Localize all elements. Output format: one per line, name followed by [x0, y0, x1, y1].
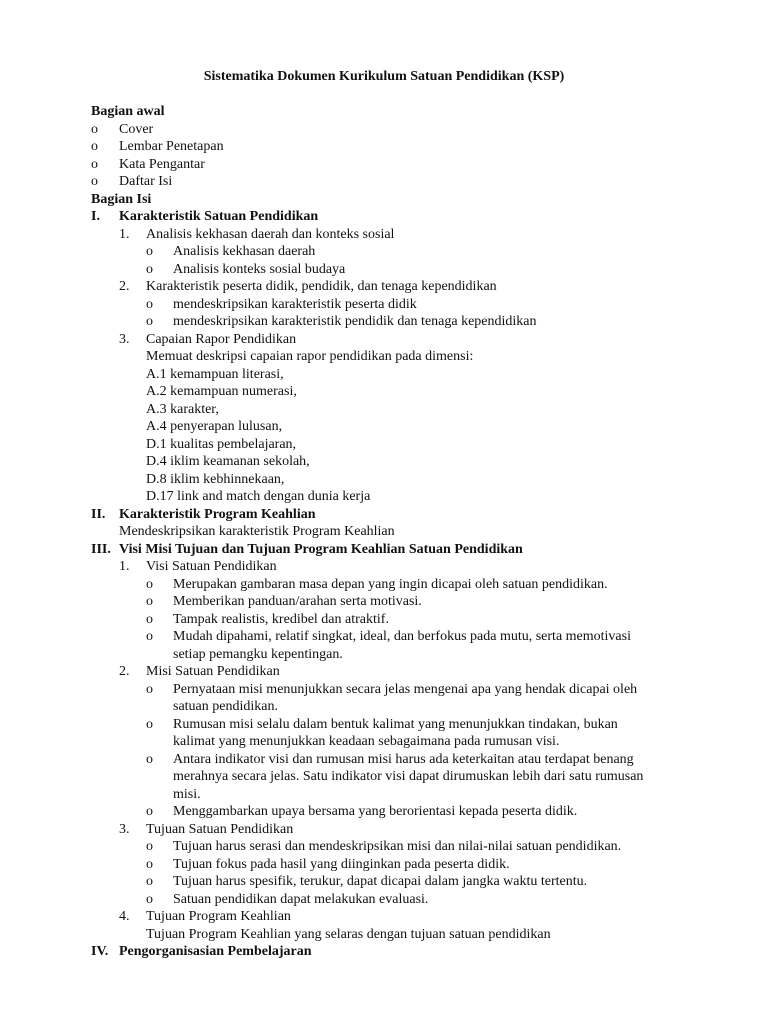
bullet-text: misi.	[173, 786, 201, 802]
bullet-marker: o	[146, 244, 153, 259]
bullet-marker: o	[146, 611, 153, 627]
heading-text: Bagian awal	[91, 104, 165, 119]
front-matter-item	[0, 156, 768, 173]
bullet-item	[0, 698, 768, 715]
section-title: Karakteristik Program Keahlian	[119, 506, 316, 522]
roman-section-heading	[0, 943, 768, 960]
subsection-title: Karakteristik peserta didik, pendidik, dan tenaga kependidikan	[146, 279, 497, 294]
bullet-item	[0, 576, 768, 593]
bullet-text: satuan pendidikan.	[173, 699, 278, 714]
bullet-marker: o	[146, 716, 153, 732]
subsection-number: 1.	[119, 559, 130, 574]
roman-numeral: II.	[91, 506, 106, 522]
subsection-heading	[0, 908, 768, 925]
subsection-title: Tujuan Program Keahlian	[146, 909, 291, 924]
subsection-text	[0, 926, 768, 943]
roman-numeral: IV.	[91, 944, 109, 959]
subsection-number: 2.	[119, 279, 130, 294]
dimension-text: A.2 kemampuan numerasi,	[146, 384, 297, 399]
dimension-line	[0, 418, 768, 435]
bullet-text: Menggambarkan upaya bersama yang berorientasi kepada peserta didik.	[173, 804, 578, 819]
dimension-text: A.1 kemampuan literasi,	[146, 366, 284, 382]
dimension-line	[0, 436, 768, 453]
bullet-item	[0, 296, 768, 313]
roman-section-heading	[0, 541, 768, 558]
subsection-number: 3.	[119, 331, 130, 347]
item-text: Daftar Isi	[119, 174, 173, 189]
bullet-item	[0, 838, 768, 855]
front-matter-item	[0, 173, 768, 190]
bullet-marker: o	[146, 891, 153, 907]
bullet-marker: o	[91, 121, 98, 137]
bullet-item	[0, 243, 768, 260]
dimension-text: D.8 iklim kebhinnekaan,	[146, 471, 285, 487]
subsection-title: Capaian Rapor Pendidikan	[146, 331, 297, 347]
subsection-title: Misi Satuan Pendidikan	[146, 664, 280, 679]
bullet-text: Tujuan fokus pada hasil yang diinginkan pada peserta didik.	[173, 856, 510, 872]
bullet-item	[0, 261, 768, 278]
bullet-text: Satuan pendidikan dapat melakukan evaluasi.	[173, 891, 429, 907]
bullet-marker: o	[146, 296, 153, 312]
dimension-text: A.3 karakter,	[146, 401, 219, 417]
section-title: Visi Misi Tujuan dan Tujuan Program Keahlian Satuan Pendidikan	[119, 541, 523, 557]
bullet-text: Merupakan gambaran masa depan yang ingin dicapai oleh satuan pendidikan.	[173, 576, 608, 592]
item-text: Cover	[119, 121, 154, 137]
bullet-marker: o	[91, 156, 98, 172]
subsection-number: 3.	[119, 821, 130, 837]
bullet-text: Memberikan panduan/arahan serta motivasi.	[173, 594, 422, 609]
bullet-marker: o	[146, 629, 153, 644]
dimension-line	[0, 453, 768, 470]
subsection-heading	[0, 331, 768, 348]
bullet-marker: o	[146, 874, 153, 889]
section-text: Mendeskripsikan karakteristik Program Keahlian	[119, 524, 395, 539]
dimension-text: D.1 kualitas pembelajaran,	[146, 436, 297, 452]
subsection-number: 2.	[119, 664, 130, 679]
bullet-marker: o	[146, 839, 153, 854]
section-title: Karakteristik Satuan Pendidikan	[119, 209, 319, 224]
bullet-marker: o	[91, 139, 98, 154]
bullet-text: Rumusan misi selalu dalam bentuk kalimat yang menunjukkan tindakan, bukan	[173, 716, 618, 732]
bullet-item	[0, 716, 768, 733]
bullet-text: Antara indikator visi dan rumusan misi harus ada keterkaitan atau terdapat benang	[173, 751, 634, 767]
roman-section-heading	[0, 208, 768, 225]
bullet-item	[0, 751, 768, 768]
bullet-marker: o	[146, 804, 153, 819]
bullet-marker: o	[146, 261, 153, 277]
subsection-text: Tujuan Program Keahlian yang selaras dengan tujuan satuan pendidikan	[146, 926, 551, 942]
bullet-marker: o	[146, 681, 153, 697]
heading-text: Bagian Isi	[91, 191, 152, 207]
bullet-text: Tujuan harus spesifik, terukur, dapat dicapai dalam jangka waktu tertentu.	[173, 874, 588, 889]
subsection-heading	[0, 278, 768, 295]
subsection-number: 1.	[119, 226, 130, 242]
section-heading	[0, 191, 768, 208]
roman-section-heading	[0, 506, 768, 523]
bullet-item	[0, 611, 768, 628]
front-matter-item	[0, 138, 768, 155]
subsection-number: 4.	[119, 909, 130, 924]
item-text: Kata Pengantar	[119, 156, 205, 172]
bullet-item	[0, 628, 768, 645]
bullet-text: setiap pemangku kepentingan.	[173, 646, 343, 662]
dimension-text: D.4 iklim keamanan sekolah,	[146, 454, 310, 469]
bullet-text: mendeskripsikan karakteristik pendidik dan tenaga kependidikan	[173, 314, 537, 329]
dimension-line	[0, 366, 768, 383]
bullet-item	[0, 873, 768, 890]
roman-numeral: III.	[91, 541, 111, 557]
dimension-text: D.17 link and match dengan dunia kerja	[146, 489, 371, 504]
dimension-line	[0, 401, 768, 418]
bullet-text: Tampak realistis, kredibel dan atraktif.	[173, 611, 389, 627]
bullet-text: merahnya secara jelas. Satu indikator visi dapat dirumuskan lebih dari satu rumusan	[173, 769, 644, 784]
bullet-marker: o	[146, 856, 153, 872]
bullet-item	[0, 313, 768, 330]
intro-text: Memuat deskripsi capaian rapor pendidikan pada dimensi:	[146, 349, 474, 364]
subsection-intro	[0, 348, 768, 365]
front-matter-item	[0, 121, 768, 138]
bullet-item	[0, 856, 768, 873]
subsection-heading	[0, 821, 768, 838]
bullet-item	[0, 733, 768, 750]
roman-numeral: I.	[91, 209, 100, 224]
subsection-heading	[0, 663, 768, 680]
document-title: Sistematika Dokumen Kurikulum Satuan Pendidikan (KSP)	[203, 69, 565, 84]
subsection-title: Analisis kekhasan daerah dan konteks sosial	[146, 226, 395, 242]
section-heading	[0, 103, 768, 120]
bullet-text: Pernyataan misi menunjukkan secara jelas mengenai apa yang hendak dicapai oleh	[173, 681, 638, 697]
bullet-text: kalimat yang menunjukkan keadaan sebagaimana pada rumusan visi.	[173, 734, 560, 749]
bullet-item	[0, 593, 768, 610]
dimension-line	[0, 471, 768, 488]
bullet-item	[0, 803, 768, 820]
subsection-heading	[0, 558, 768, 575]
bullet-text: mendeskripsikan karakteristik peserta didik	[173, 296, 417, 312]
subsection-title: Visi Satuan Pendidikan	[146, 559, 277, 574]
bullet-text: Tujuan harus serasi dan mendeskripsikan misi dan nilai-nilai satuan pendidikan.	[173, 839, 622, 854]
bullet-item	[0, 681, 768, 698]
bullet-item	[0, 646, 768, 663]
bullet-item	[0, 786, 768, 803]
bullet-item	[0, 891, 768, 908]
bullet-text: Mudah dipahami, relatif singkat, ideal, dan berfokus pada mutu, serta memotivasi	[173, 629, 631, 644]
subsection-heading	[0, 226, 768, 243]
section-title: Pengorganisasian Pembelajaran	[119, 944, 312, 959]
bullet-marker: o	[146, 314, 153, 329]
subsection-title: Tujuan Satuan Pendidikan	[146, 821, 294, 837]
bullet-marker: o	[146, 576, 153, 592]
dimension-text: A.4 penyerapan lulusan,	[146, 419, 283, 434]
bullet-text: Analisis kekhasan daerah	[173, 244, 316, 259]
bullet-item	[0, 768, 768, 785]
bullet-marker: o	[91, 174, 98, 189]
dimension-line	[0, 383, 768, 400]
bullet-marker: o	[146, 594, 153, 609]
dimension-line	[0, 488, 768, 505]
section-text	[0, 523, 768, 540]
bullet-text: Analisis konteks sosial budaya	[173, 261, 346, 277]
bullet-marker: o	[146, 751, 153, 767]
item-text: Lembar Penetapan	[119, 139, 224, 154]
